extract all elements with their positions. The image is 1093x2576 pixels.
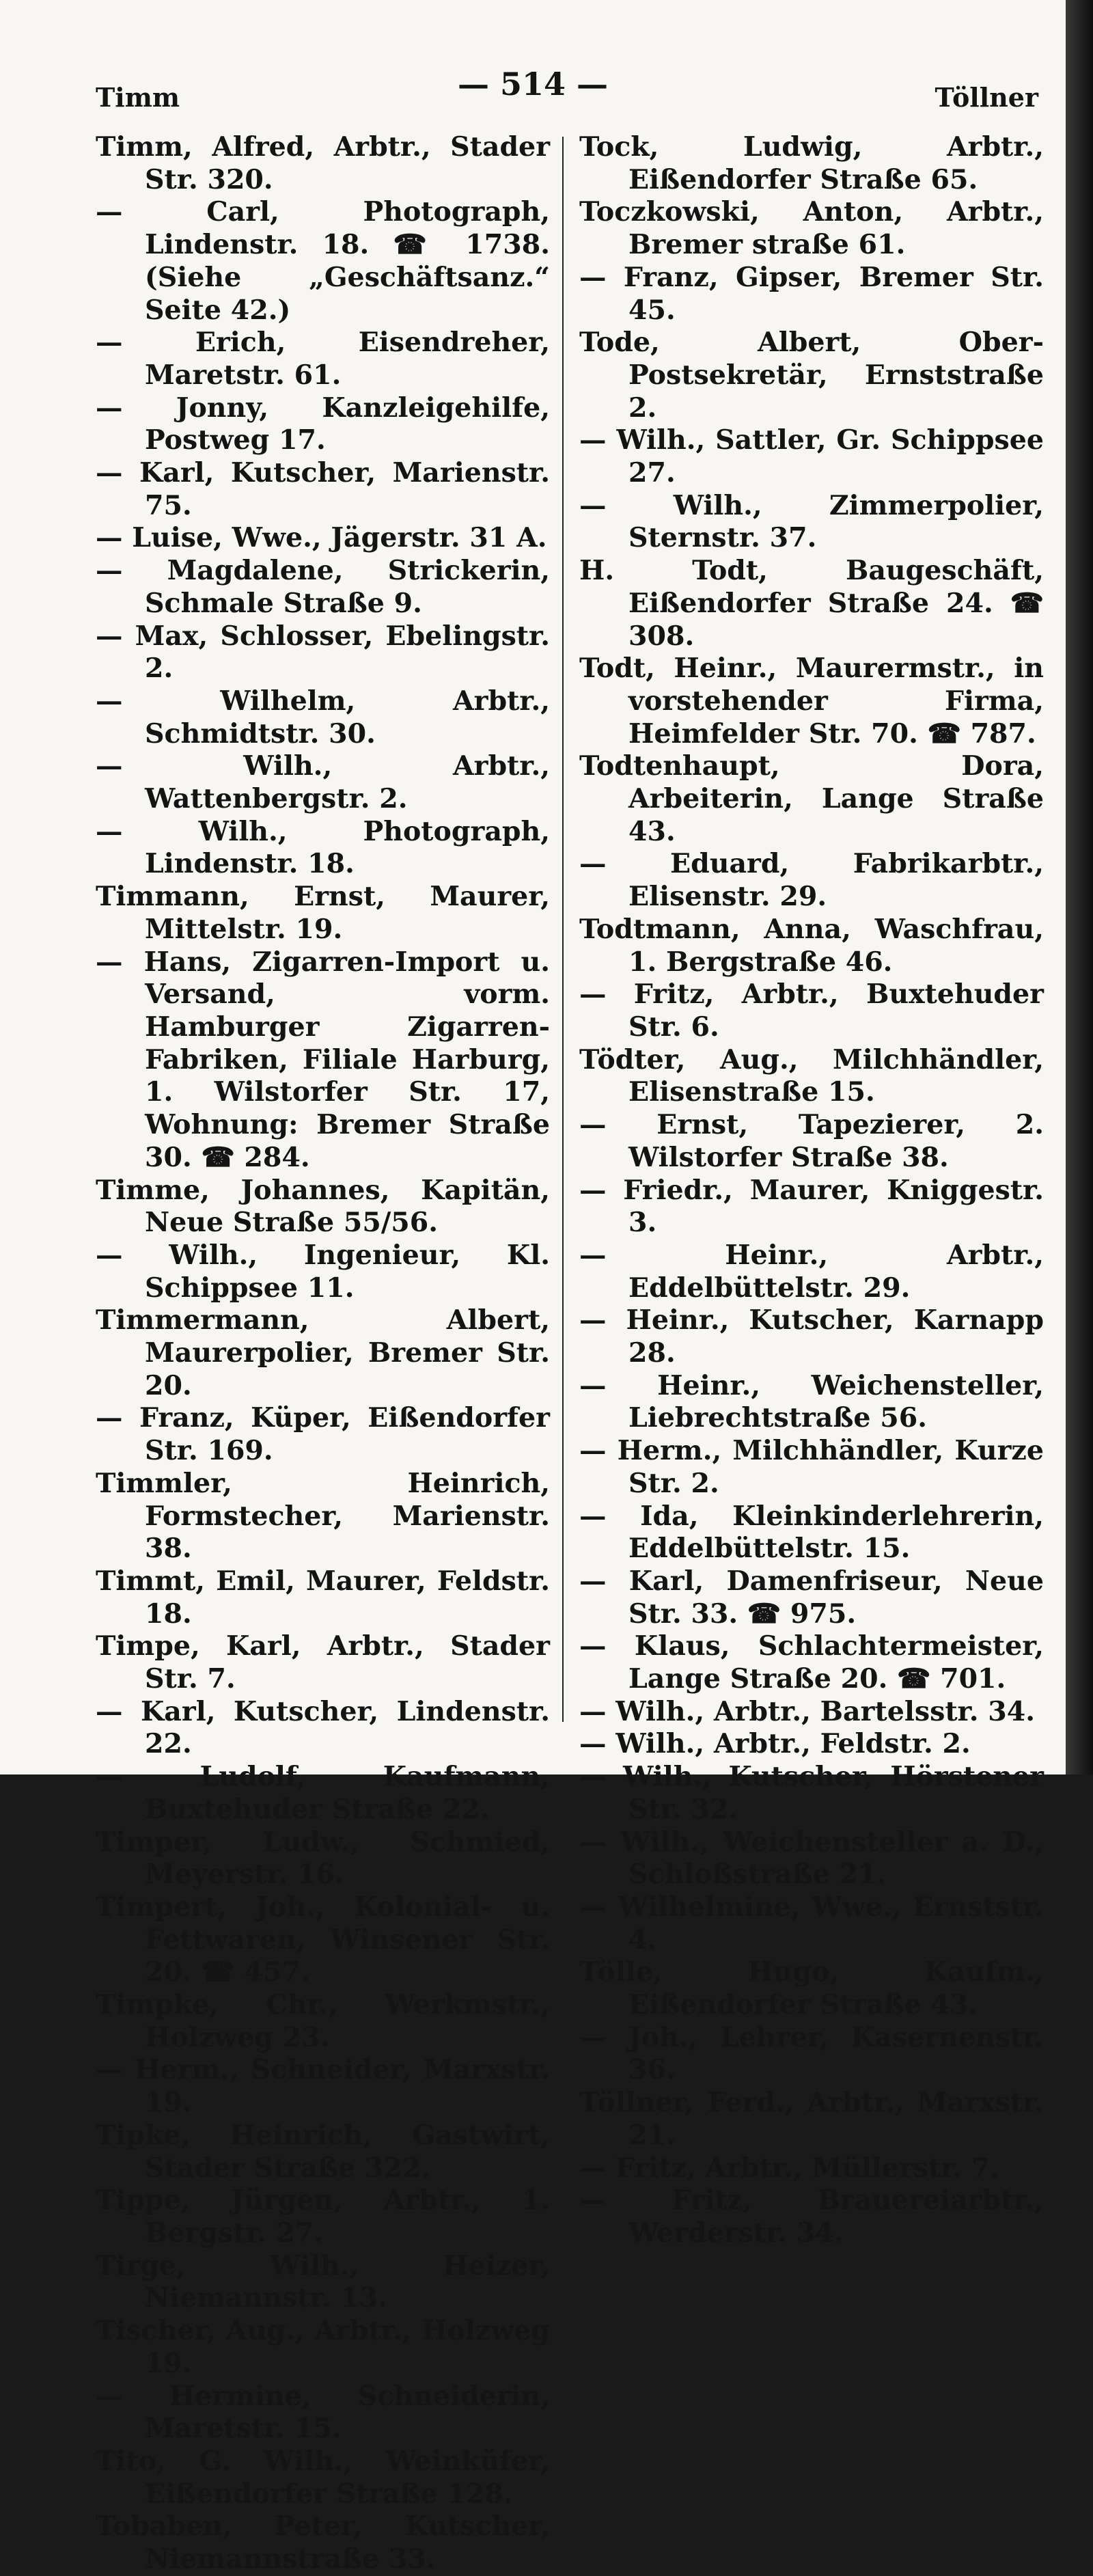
page-edge-shadow [1066, 0, 1093, 1775]
left-column [96, 131, 550, 2576]
directory-entry: Tirge, Wilh., Heizer, Niemannstr. 13. [96, 2249, 550, 2314]
directory-entry: — Fritz, Arbtr., Buxtehuder Str. 6. [579, 978, 1044, 1043]
directory-entry: Tobaben, Peter, Kutscher, Niemannstraße 33. [96, 2510, 550, 2575]
directory-entry: Todt, Heinr., Maurermstr., in vorstehender Firma, Heimfelder Str. 70. ☎ 787. [579, 653, 1044, 750]
directory-entry: — Ludolf, Kaufmann, Buxtehuder Straße 22. [96, 1761, 550, 1825]
directory-entry: — Carl, Photograph, Lindenstr. 18. ☎ 1738. (Siehe „Geschäftsanz.“ Seite 42.) [96, 196, 550, 326]
directory-entry: Timper, Ludw., Schmied, Meyerstr. 16. [96, 1826, 550, 1891]
directory-entry: Tischer, Aug., Arbtr., Holzweg 19. [96, 2315, 550, 2379]
directory-entry: — Karl, Kutscher, Marienstr. 75. [96, 457, 550, 521]
directory-entry: — Wilh., Ingenieur, Kl. Schippsee 11. [96, 1239, 550, 1304]
directory-entry: — Karl, Damenfriseur, Neue Str. 33. ☎ 975. [579, 1565, 1044, 1630]
directory-entry: — Wilhelmine, Wwe., Ernststr. 4. [579, 1891, 1044, 1956]
directory-entry: Tock, Ludwig, Arbtr., Eißendorfer Straße 65. [579, 131, 1044, 195]
directory-entry: — Karl, Kutscher, Lindenstr. 22. [96, 1695, 550, 1760]
directory-entry: — Wilh., Arbtr., Feldstr. 2. [579, 1728, 971, 1760]
directory-entry: — Wilh., Arbtr., Wattenbergstr. 2. [96, 750, 550, 815]
directory-entry: Timpert, Joh., Kolonial- u. Fettwaren, Winsener Str. 20. ☎ 457. [96, 1891, 550, 1988]
directory-entry: — Erich, Eisendreher, Maretstr. 61. [96, 327, 550, 391]
directory-entry: — Herm., Schneider, Marxstr. 19. [96, 2054, 550, 2119]
directory-entry: Tipke, Heinrich, Gastwirt, Stader Straße 322. [96, 2119, 550, 2184]
directory-entry: — Luise, Wwe., Jägerstr. 31 A. [96, 522, 547, 554]
directory-entry: — Heinr., Arbtr., Eddelbüttelstr. 29. [579, 1239, 1044, 1304]
directory-entry: — Joh., Lehrer, Kasernenstr. 36. [579, 2021, 1044, 2086]
directory-entry: — Fritz, Arbtr., Müllerstr. 7. [579, 2152, 1000, 2184]
directory-entry: — Herm., Milchhändler, Kurze Str. 2. [579, 1435, 1044, 1499]
directory-entry: Tödter, Aug., Milchhändler, Elisenstraße 15. [579, 1043, 1044, 1108]
directory-entry: — Heinr., Weichensteller, Liebrechtstraße 56. [579, 1369, 1044, 1434]
directory-entry: — Wilh., Kutscher, Hörstener Str. 32. [579, 1761, 1044, 1825]
directory-entry: Tode, Albert, Ober-Postsekretär, Ernststraße 2. [579, 327, 1044, 424]
directory-entry: — Wilh., Zimmerpolier, Sternstr. 37. [579, 489, 1044, 554]
directory-entry: — Franz, Gipser, Bremer Str. 45. [579, 261, 1044, 326]
directory-entry: — Wilh., Sattler, Gr. Schippsee 27. [579, 424, 1044, 489]
directory-entry: — Friedr., Maurer, Kniggestr. 3. [579, 1174, 1044, 1239]
directory-entry: — Eduard, Fabrikarbtr., Elisenstr. 29. [579, 848, 1044, 913]
directory-entry: Timme, Johannes, Kapitän, Neue Straße 55/56. [96, 1174, 550, 1239]
directory-entry: Timpe, Karl, Arbtr., Stader Str. 7. [96, 1630, 550, 1695]
directory-entry: Timmermann, Albert, Maurerpolier, Bremer Str. 20. [96, 1304, 550, 1401]
header-first-name: Timm [96, 82, 180, 113]
page-header [0, 0, 1066, 130]
directory-entry: Timmt, Emil, Maurer, Feldstr. 18. [96, 1565, 550, 1630]
directory-entry: Todtmann, Anna, Waschfrau, 1. Bergstraße 46. [579, 913, 1044, 978]
column-divider [562, 137, 564, 1722]
directory-entry: Todtenhaupt, Dora, Arbeiterin, Lange Straße 43. [579, 750, 1044, 847]
directory-entry: — Ernst, Tapezierer, 2. Wilstorfer Straße 38. [579, 1109, 1044, 1173]
page-number: — 514 — [457, 66, 609, 102]
directory-entry: — Wilh., Photograph, Lindenstr. 18. [96, 815, 550, 880]
directory-entry: Timmann, Ernst, Maurer, Mittelstr. 19. [96, 881, 550, 945]
directory-entry: — Fritz, Brauereiarbtr., Werderstr. 34. [579, 2184, 1044, 2249]
directory-entry: Timm, Alfred, Arbtr., Stader Str. 320. [96, 131, 550, 195]
directory-entry: — Max, Schlosser, Ebelingstr. 2. [96, 620, 550, 685]
directory-entry: — Hermine, Schneiderin, Maretstr. 15. [96, 2380, 550, 2445]
directory-entry: — Wilh., Arbtr., Bartelsstr. 34. [579, 1695, 1035, 1727]
directory-entry: Timpke, Chr., Werkmstr., Holzweg 23. [96, 1989, 550, 2053]
directory-entry: — Wilhelm, Arbtr., Schmidtstr. 30. [96, 685, 550, 750]
directory-entry: — Klaus, Schlachtermeister, Lange Straße 20. ☎ 701. [579, 1630, 1044, 1695]
directory-entry: — Wilh., Weichensteller a. D., Schloßstraße 21. [579, 1826, 1044, 1891]
directory-entry: — Heinr., Kutscher, Karnapp 28. [579, 1304, 1044, 1369]
directory-entry: — Franz, Küper, Eißendorfer Str. 169. [96, 1402, 550, 1467]
directory-entry: Töllner, Ferd., Arbtr., Marxstr. 21. [579, 2087, 1044, 2151]
directory-entry: Timmler, Heinrich, Formstecher, Marienstr. 38. [96, 1467, 550, 1565]
directory-entry: Tito, G. Wilh., Weinküfer, Eißendorfer Straße 128. [96, 2445, 550, 2510]
directory-entry: — Jonny, Kanzleigehilfe, Postweg 17. [96, 392, 550, 456]
directory-entry: Tölle, Hugo, Kaufm., Eißendorfer Straße 43. [579, 1956, 1044, 2021]
right-column [579, 131, 1044, 2250]
directory-entry: Tippe, Jürgen, Arbtr., 1. Bergstr. 27. [96, 2184, 550, 2249]
directory-entry: — Ida, Kleinkinderlehrerin, Eddelbüttelstr. 15. [579, 1500, 1044, 1565]
directory-entry: H. Todt, Baugeschäft, Eißendorfer Straße 24. ☎ 308. [579, 555, 1044, 652]
directory-entry: Toczkowski, Anton, Arbtr., Bremer straße 61. [579, 196, 1044, 261]
directory-entry: — Hans, Zigarren-Import u. Versand, vorm. Hamburger Zigarren-Fabriken, Filiale Harburg, 1. Wilstorfer Str. 17, Wohnung: Bremer Straße 30. ☎ 284. [96, 946, 550, 1173]
directory-entry: — Magdalene, Strickerin, Schmale Straße 9. [96, 555, 550, 619]
header-last-name: Töllner [935, 82, 1038, 113]
